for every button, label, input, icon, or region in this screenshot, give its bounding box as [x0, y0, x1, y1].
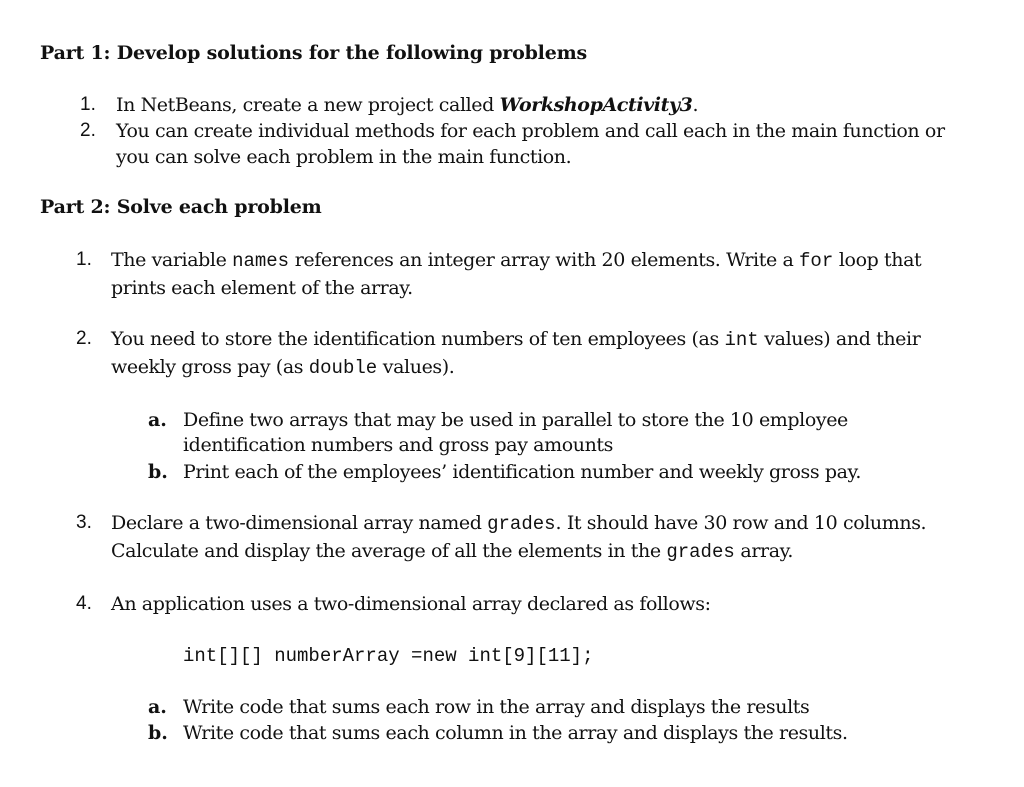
problem4-sub-a-line1: Write code that sums each row in the array and displays the results — [183, 696, 810, 718]
problem1-l1-pre: The variable — [111, 249, 233, 271]
problem2-number: 2. — [76, 328, 92, 349]
part1-item1-number: 1. — [80, 94, 96, 115]
project-name: WorkshopActivity3 — [499, 94, 693, 116]
problem3-l2-post: array. — [734, 540, 794, 562]
problem2-line2 — [111, 354, 454, 381]
problem2-sub-a-line2: identification numbers and gross pay amounts — [183, 434, 614, 456]
problem2-sub-a-letter: a. — [148, 409, 167, 431]
problem1-l1-mid: references an integer array with 20 elements. Write a — [289, 249, 800, 271]
problem3-code-grades-2: grades — [666, 541, 735, 563]
problem2-sub-a-line1: Define two arrays that may be used in parallel to store the 10 employee — [183, 409, 848, 431]
problem3-code-grades: grades — [487, 513, 556, 535]
problem1-l1-post: loop that — [833, 249, 922, 271]
problem4-sub-b-letter: b. — [148, 722, 168, 744]
part1-item1-pre: In NetBeans, create a new project called — [116, 94, 500, 116]
problem4-sub-a-letter: a. — [148, 696, 167, 718]
problem2-code-int: int — [724, 329, 759, 351]
problem4-line1: An application uses a two-dimensional array declared as follows: — [111, 593, 711, 615]
problem2-l1-post: values) and their — [758, 328, 921, 350]
problem2-sub-b-letter: b. — [148, 461, 168, 483]
part1-item1-post: . — [692, 94, 699, 116]
problem3-line1 — [111, 510, 926, 537]
problem2-line1 — [111, 326, 920, 353]
problem3-l1-post: . It should have 30 row and 10 columns. — [555, 512, 927, 534]
problem4-number: 4. — [76, 593, 92, 614]
part1-item1-text — [116, 92, 698, 118]
problem1-code-names: names — [232, 250, 290, 272]
part1-item2-line1: You can create individual methods for each problem and call each in the main function or — [116, 120, 945, 142]
problem3-number: 3. — [76, 512, 92, 533]
problem1-line1 — [111, 247, 921, 274]
problem1-code-for: for — [799, 250, 834, 272]
part2-heading: Part 2: Solve each problem — [40, 196, 322, 218]
part1-heading: Part 1: Develop solutions for the following problems — [40, 42, 587, 64]
part1-item2-line2: you can solve each problem in the main function. — [116, 146, 572, 168]
problem2-l1-pre: You need to store the identification numbers of ten employees (as — [111, 328, 725, 350]
problem4-code-declaration: int[][] numberArray =new int[9][11]; — [183, 645, 594, 667]
problem2-code-double: double — [308, 357, 378, 379]
problem4-sub-b-line1: Write code that sums each column in the array and displays the results. — [183, 722, 848, 744]
problem1-line2: prints each element of the array. — [111, 277, 413, 299]
problem3-line2 — [111, 538, 793, 565]
part1-item2-number: 2. — [80, 120, 96, 141]
problem2-l2-pre: weekly gross pay (as — [111, 356, 309, 378]
problem2-sub-b-line1: Print each of the employees’ identification number and weekly gross pay. — [183, 461, 862, 483]
problem3-l2-pre: Calculate and display the average of all the elements in the — [111, 540, 667, 562]
problem2-l2-post: values). — [377, 356, 455, 378]
problem3-l1-pre: Declare a two-dimensional array named — [111, 512, 488, 534]
problem1-number: 1. — [76, 249, 92, 270]
